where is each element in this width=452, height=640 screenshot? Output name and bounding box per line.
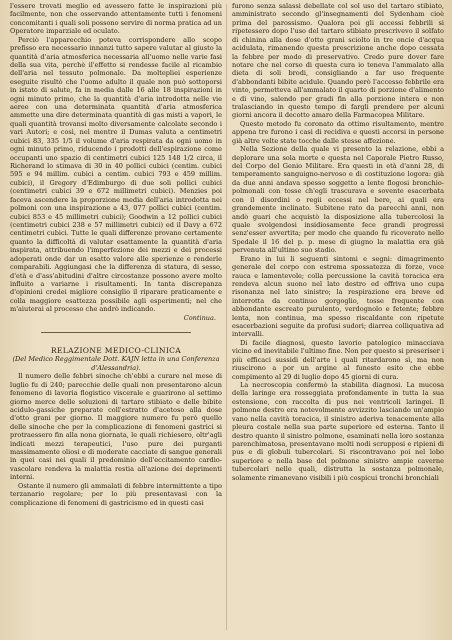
left-column [10,2,222,640]
two-column-layout [10,2,444,640]
right-paragraph: Nella Sezione della quale vi presento la relazione, ebbi a deplorare una sola morte e questa nel Caporale Pietro Russo, del Corpo del Genio Militare. Era questi in età d'anni 28, di temperamento sanguigno-nervoso e di costituzione logora: già da due anni andava spesso soggetto a lente flogosi bronchio-polmonali con tosse ch'egli trascurava e sovente esacerbata con il disordini o regii eccessi nel bere, ai quali era grandemente inclinato. Subitene rato da parecchi anni, non andò guari che acquistò la disposizione alla tubercolosi la quale svolgendosi insidiosamente fece grandi progressi senz'esser avvertita; per modo che quando fu ricoverato nello Spedale il 16 del p. p. mese di giugno la malattia era già pervenuta all'ultimo suo stadio. [232,145,444,255]
left-paragraph: l'essere trovati meglio ed avessero fatte le inspirazioni più facilmente, non che osservando attentamente tutti i fenomeni concomitanti i quali soli possono servire di norma pratica ad un Operatore imparziale ed oculato. [10,2,222,36]
article-title: RELAZIONE MEDICO-CLINICA [50,346,182,356]
article-subtitle: (Del Medico Reggimentale Dott. KAJN letta in una Conferenza d'Alessandria). [12,355,220,372]
left-paragraph: Perciò l'apparecchio poteva corrispondere allo scopo prefisso era necessario innanzi tutto sapere valutar al giusto la quantità d'aria atmosferica necessaria all'uomo nelle varie fasi della sua vita, perchè il'effetto si rendesse facile al ricambio dell'aria nel tessuto polmonale. Da moltepliei esperienze eseguite risultò che l'uomo adulto il quale non può sottoporsi in istato di salute, fa in media dalle 16 alle 18 inspirazioni in ogni minuto primo, che la quantità d'aria introdotta nelle vie aeree con una determinata quantità d'aria atmosferica ammette una dire determinata quantità di gas misti a vapori, le quali quantità trovansi molto diversamente calcolate secondo i vari Autori; e così, nel mentre il Dumas valuta a centimetri cubici 83, 335 1/5 il volume d'aria respirata da ogni uomo in ogni minuto primo, riducendo i prodotti dell'espirazione come occupanti uno spazio di centimetri cubici 125 148 1/2 circa, il Richerand lo stimava di 30 in 40 pollici cubici (centim. cubici 595 e 94 millim. cubici a centim. cubici 793 e 459 millim. cubici), il Gregory d'Edimburgo di due soli pollici cubici (centimetri cubici 39 e 672 millimetri cubici). Menzies poi faceva ascendere la proporzione media dell'aria introdotta nei polmoni con una inspirazione a 43, 077 pollici cubici (centim. cubici 853 e 45 millimetri cubici); Goodwin a 12 pollici cubici (centimetri cubici 238 e 57 millimetri cubici) ed il Davy a 672 centimetri cubici. Tutte le quali differenze provano certamente quanto la difficoltà di valutar esattamente la quantità d'aria inspirata, attribuendo l'imperfezione dei mezzi e dei processi adoperati onde dar un esatto valore alle sperienze e renderle comparabili. Aggiungasi che la differenza di statura, di sesso, d'età e d'ass'abitudini d'altre circostanze possono avere molto influito a variarne i risultamenti. In tanta discrepanza d'opinioni credei migliore consiglio il riparare praticamente e colla maggiore esattezza possibile agli esperimenti; nel che m'aiuterai al processo che andrò indicando. [10,35,222,314]
right-paragraph: Di facile diagnosi, questo lavorio patologico minacciava vicino ed inevitabile l'ultimo fine. Non per questo si preseriser i più efficaci sussidi dell'arte i quali ritardarono sì, ma non riuscirono a por un argine al funesto esito che ebbe compimento al 29 di luglio dopo 45 giorni di cura. [232,338,444,381]
article-paragraph: Ostante il numero gli ammalati di febbre intermittente a tipo terzanario regolare; per lo più presentavasi con la complicazione di fenomeni di gastricismo ed in questi casi [10,481,222,507]
article-paragraph: Il numero delle febbri sinoche ch'ebbi a curare nel mese di luglio fu di 240; parecchie delle quali non presentarono alcun fenomeno di lavoria flogistico viscerale e guarirono al settimo giorno merce delle soluzioni di tartaro stibiato e delle bibite acidulo-gassiche preparate coll'estratto d'acetoso alla dose d'otto grani per giorno. Il maggiore numero fu però quello delle sinoche che per la complicazione di fenomeni gastrici si protraessero fin alla nona giornata, le quali richiesero, oltr'agli indicati mezzi terapeutici, l'uso pure dei purganti massimamente oliosi e di moderate cacciate di sangue generali in quei casi nei quali il predominio dell'eccitamento cardio-vascolare rendeva la malattia restia all'azione dei deprimenti interni. [10,372,222,482]
right-paragraph: furono senza salassi debellate col sol uso del tartaro stibiato, amministrato secondo gl'insegnamenti del Sydenham cioè prima del parossismo. Qualora poi gli accessi febbrili si ripetessero dopo l'uso del tartaro stibiato prescrivevo il solfato di chinina alla dose d'otto grani sciolto in tre oncie d'acqua acidulata, rimanendo questa prescrizione anche dopo cessata la febbre per modo di preservativo. Credo pure dover fare notare che nel corso di questa cura io teneva l'ammalato alla dieta di soli brodi, consigliando a far uso frequente d'abbondanti bibite acidule. Quando però l'accesso febbrile era vinto, permetteva all'ammalato il quarto di porzione d'alimento e di vino, salendo per gradi fin alla porzione intera e non tralasciando in questo tempo di fargli prendere per alcuni giorni ancora il decotto amaro della Farmacopea Militare. [232,2,444,120]
continua-note: Continua. [183,313,216,322]
right-paragraph: Erano in lui li seguenti sintomi e segni: dimagrimento generale del corpo con estrema spossatezza di forze, voce rauca e lamentevole; colla percussione la cavità toracica era rendeva alcun suono nel lato destro ed offriva uno cupa risonanza nel lato sinistro; la respirazione era breve ed interrotta da continuo gorgoglio, tosse frequente con abbondante escreato purulento, verdognolo e fetente; febbre lenta, non continua, ma spesso riscaldante con ripetute esacerbazioni seguite da profusi sudori; diarrea colliquativa ad intervalli. [232,254,444,339]
column-divider [226,4,227,630]
right-column [232,2,444,640]
section-rule [41,332,191,333]
right-paragraph: La necroscopia confermò la stabilita diagnosi. La mucosa della laringe era rosseggiata profondamente in tutta la sua estensione, con raccolta di pus nei ventricoli laringei. Il polmone destro era notevolmente avvizzito lasciando un'ampio vano nella cavità toracica, il sinistro aderiva tenacemente alla pleura costale nella sua parte superiore ed esterna. Tanto il destro quanto il sinistro polmone, esaminati nella loro sostanza parenchimatosa, presentavano molti nodi scrupposi e ripieni di pus e di globuli tubercolari. Si riscontravano poi nel lobo superiore e nella base del polmone sinistro ampie caverne tubercolari nelle quali, distrutta la sostanza polmonale, solamente rimanevano visibili i più cospicui tronchi bronchiali [232,380,444,482]
right-paragraph: Questo metodo fu coronato da ottimo risultamento, mentre appena tre furono i casi di recidiva e questi accorsi in persone già altre volte state tocche dalle stesse affezione. [232,119,444,145]
